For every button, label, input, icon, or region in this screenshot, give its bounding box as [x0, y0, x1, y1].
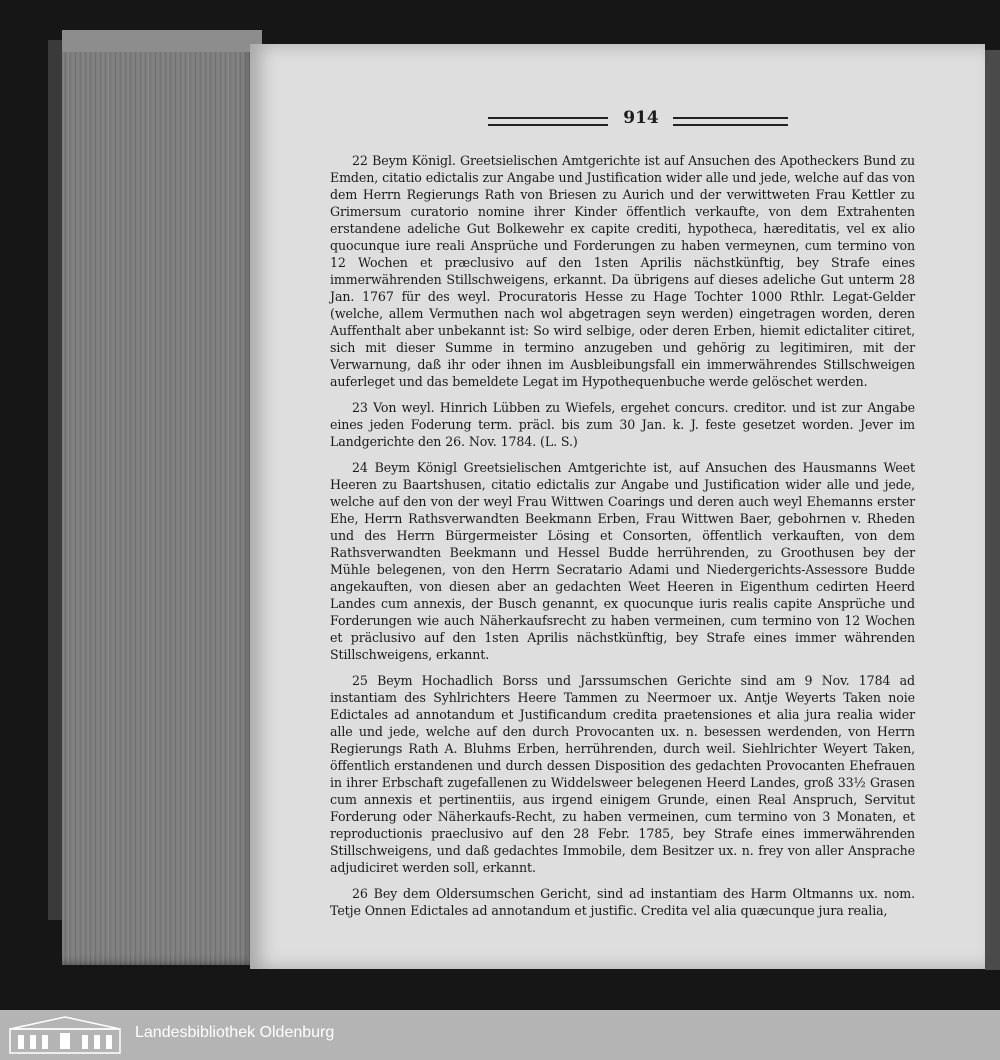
- entry-26: [330, 885, 915, 919]
- entry-number: 24: [352, 460, 368, 475]
- entry-number: 23: [352, 400, 368, 415]
- page-block-edge: [62, 30, 257, 965]
- entry-text: Beym Königl. Greetsielischen Amtgerichte ist auf Ansuchen des Apotheckers Bund zu Emden, citatio edictalis zur Angabe und Justification wider alle und jede, welche auf das von dem Herrn Regierungs Rath von Briesen zu Aurich und der verwittweten Frau Kettler zu Grimersum curatorio nomine ihrer Kinder öffentlich verkaufte, von dem Extrahenten erstandene adeliche Gut Bolkewehr ex capite crediti, hypotheca, hæreditatis, vel ex alio quocunque iure reali Ansprüche und Forderungen zu haben vermeynen, cum termino von 12 Wochen et præclusivo auf den 1sten Aprilis nächstkünftig, bey Strafe eines immerwährenden Stillschweigens, erkannt. Da übrigens auf dieses adeliche Gut unterm 28 Jan. 1767 für des weyl. Procuratoris Hesse zu Hage Tochter 1000 Rthlr. Legat-Gelder (welche, allem Vermuthen nach wol abgetragen seyn werden) eingetragen worden, deren Auffenthalt aber unbekannt ist: So wird selbige, oder deren Erben, hiemit edictaliter citiret, sich mit dieser Summe in termino anzugeben und gehörig zu legitimiren, mit der Verwarnung, daß ihr oder ihnen im Ausbleibungsfall ein immerwährendes Stillschweigen auferleget und das bemeldete Legat im Hypothequenbuche werde gelöschet werden.: [330, 153, 915, 389]
- entry-24: [330, 459, 915, 663]
- entry-23: [330, 399, 915, 450]
- entry-number: 22: [352, 153, 368, 168]
- entry-22: [330, 152, 915, 390]
- entry-text: Von weyl. Hinrich Lübben zu Wiefels, ergehet concurs. creditor. und ist zur Angabe eines jeden Foderung term. präcl. bis zum 30 Jan. k. J. feste gesetzet worden. Jever im Landgerichte den 26. Nov. 1784. (L. S.): [330, 400, 916, 449]
- entry-number: 26: [352, 886, 368, 901]
- header-rule-right: [673, 117, 788, 126]
- header-rule-left: [488, 117, 608, 126]
- entry-text: Beym Hochadlich Borss und Jarssumschen Gerichte sind am 9 Nov. 1784 ad instantiam des Syhlrichters Heere Tammen zu Neermoer ux. Antje Weyerts Taken noie Edictales ad annotandum et Justificandum credita praetensiones et alia jura realia wider alle und jede, welche auf den durch Provocanten ux. n. besessen werdenden, von Herrn Regierungs Rath A. Bluhms Erben, herrührenden, durch weil. Siehlrichter Weyert Taken, öffentlich erstandenen und durch dessen Disposition des gedachten Provocanten Ehefrauen in ihrer Erbschaft zugefallenen zu Widdelsweer belegenen Heerd Landes, groß 33½ Grasen cum annexis et pertinentiis, aus irgend einigem Grunde, einen Real Anspruch, Servitut Forderung oder Näherkaufs-Recht, zu haben vermeinen, cum termino von 3 Monaten, et reproductionis praeclusivo auf den 28 Febr. 1785, bey Strafe eines immerwährenden Stillschweigens, und daß gedachtes Immobile, dem Besitzer ux. n. frey von aller Ansprache adjudiciret werden soll, erkannt.: [330, 673, 915, 875]
- entry-text: Bey dem Oldersumschen Gericht, sind ad instantiam des Harm Oltmanns ux. nom. Tetje Onnen Edictales ad annotandum et justific. Credita vel alia quæcunque jura realia,: [330, 886, 915, 918]
- entry-25: [330, 672, 915, 876]
- library-name: Landesbibliothek Oldenburg: [135, 1024, 335, 1041]
- entry-number: 25: [352, 673, 368, 688]
- library-footer: [0, 1010, 1000, 1060]
- page-header: [488, 108, 793, 132]
- entry-text: Beym Königl Greetsielischen Amtgerichte ist, auf Ansuchen des Hausmanns Weet Heeren zu Baartshusen, citatio edictalis zur Angabe und Justification wider alle und jede, welche auf den von der weyl Frau Wittwen Coarings und deren auch weyl Ehemanns erster Ehe, Herrn Rathsverwandten Beekmann Erben, Frau Wittwen Baer, gebohrnen v. Rheden und des Herrn Bürgermeister Lösing et Consorten, öffentlich verkauften, von dem Rathsverwandten Beekmann und Hessel Budde herrührenden, zu Groothusen bey der Mühle belegenen, von den Herrn Secratario Adami und Niedergerichts-Assessore Budde angekauften, von diesen aber an gedachten Weet Heeren in Eigenthum cedirten Heerd Landes cum annexis, der Busch genannt, ex quocunque iuris realis capite Ansprüche und Forderungen wie auch Näherkaufsrecht zu haben vermeinen, cum termino von 12 Wochen et präclusivo auf den 1sten Aprilis nächstkünftig, bey Strafe eines immer währenden Stillschweigens, erkannt.: [330, 460, 915, 662]
- page-right-edge: [985, 50, 1000, 970]
- library-building-logo: [8, 1015, 122, 1055]
- page-number: 914: [623, 108, 659, 128]
- page-text: [330, 152, 915, 928]
- page-block-top: [62, 30, 262, 52]
